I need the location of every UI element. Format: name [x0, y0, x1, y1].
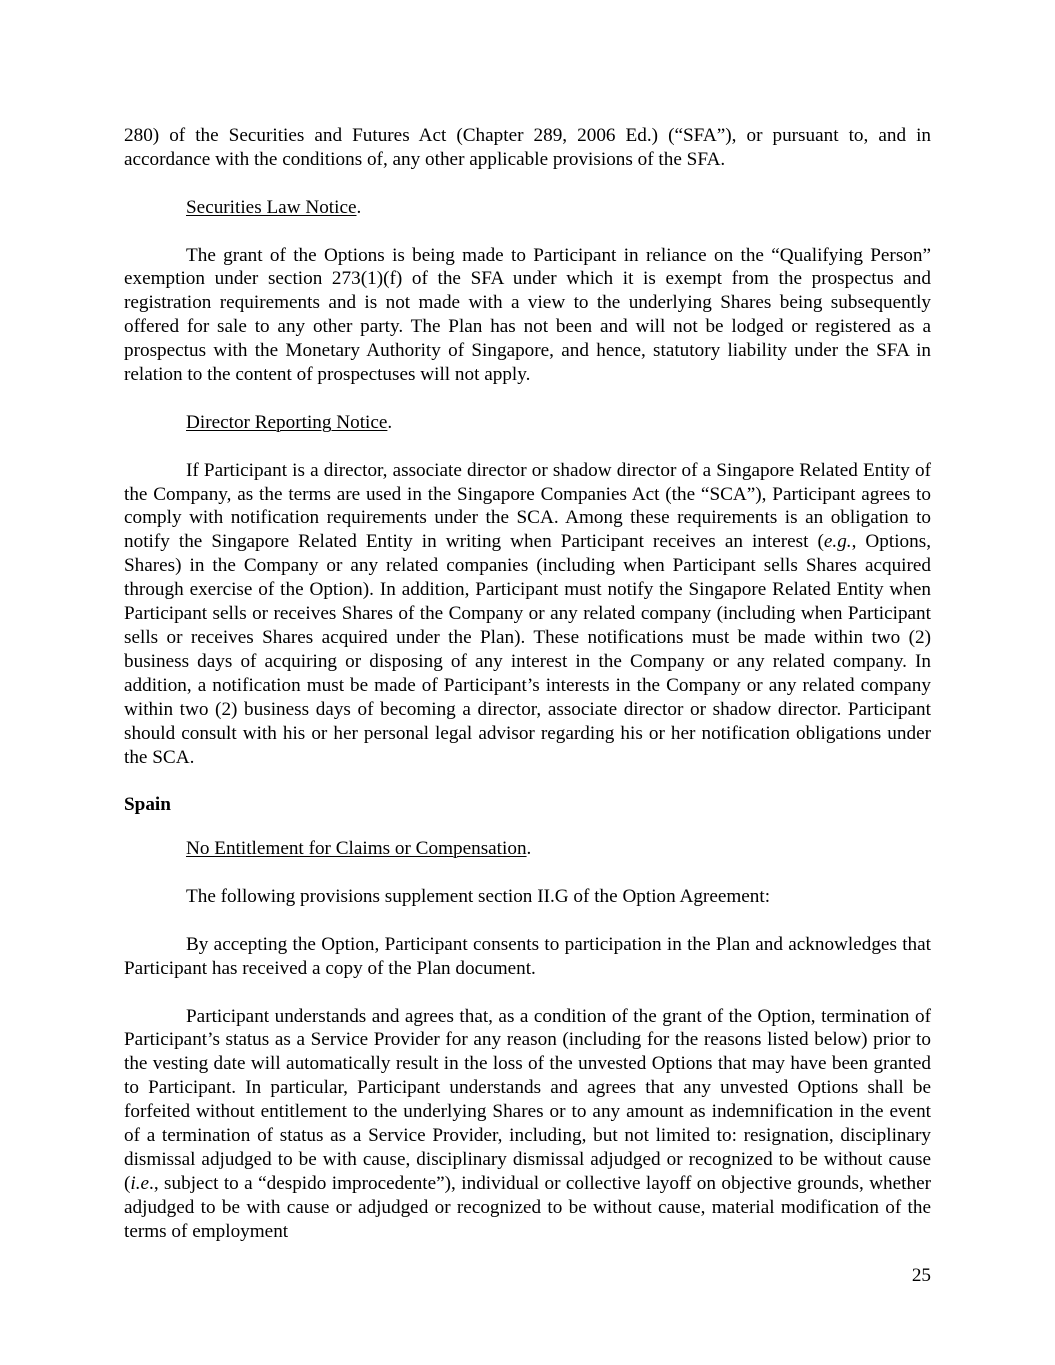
securities-law-paragraph: The grant of the Options is being made to Participant in reliance on the “Qualifying Person” exemption under section 273(1)(f) of the SFA under which it is exempt from the prospectus and registration requirements and is not made with a view to the underlying Shares being subsequently offered for sale to any other party. The Plan has not been and will not be lodged or registered as a prospectus with the Monetary Authority of Singapore, and hence, statutory liability under the SFA in relation to the content of prospectuses will not apply. [124, 244, 931, 386]
termination-text-part2: ., subject to a “despido improcedente”), individual or collective layoff on objective grounds, whether adjudged to be with cause or adjudged or recognized to be without cause, material modification of the terms of employment [124, 1172, 931, 1242]
page-number: 25 [911, 1265, 931, 1286]
termination-paragraph [124, 1005, 931, 1244]
no-entitlement-heading [186, 837, 931, 861]
no-entitlement-title: No Entitlement for Claims or Compensation [186, 838, 527, 860]
director-reporting-notice-heading [186, 411, 931, 435]
heading-period: . [387, 411, 393, 433]
securities-law-notice-heading [186, 196, 931, 220]
director-reporting-paragraph [124, 459, 931, 770]
termination-text-part1: Participant understands and agrees that, as a condition of the grant of the Option, termination of Participant’s status as a Service Provider for any reason (including for the reasons listed below) prior to the vesting date will automatically result in the loss of the unvested Options that may have been granted to Participant. In particular, Participant understands and agrees that any unvested Options shall be forfeited without entitlement to the underlying Shares or to any amount as indemnification in the event of a termination of status as a Service Provider, including, but not limited to: resignation, disciplinary dismissal adjudged to be with cause, disciplinary dismissal adjudged or recognized to be without cause ( [124, 1005, 931, 1194]
director-text-part2: , Options, Shares) in the Company or any related companies (including when Participant sells Shares acquired through exercise of the Option). In addition, Participant must notify the Singapore Related Entity when Participant sells or receives Shares of the Company or any related company (including when Participant sells or receives Shares acquired under the Plan). These notifications must be made within two (2) business days of acquiring or disposing of any interest in the Company or any related company. In addition, a notification must be made of Participant’s interests in the Company or any related company within two (2) business days of becoming a director, associate director or shadow director. Participant should consult with his or her personal legal advisor regarding his or her notification obligations under the SCA. [124, 531, 931, 768]
country-heading-spain: Spain [124, 794, 171, 816]
heading-period: . [356, 196, 362, 218]
director-reporting-notice-title: Director Reporting Notice [186, 411, 388, 433]
termination-text-italic: i.e [130, 1172, 150, 1194]
consent-paragraph: By accepting the Option, Participant consents to participation in the Plan and acknowledges that Participant has received a copy of the Plan document. [124, 933, 931, 979]
director-text-italic: e.g. [823, 531, 852, 553]
director-text-part1: If Participant is a director, associate director or shadow director of a Singapore Related Entity of the Company, as the terms are used in the Singapore Companies Act (the “SCA”), Participant agrees to comply with notification requirements under the SCA. Among these requirements is an obligation to notify the Singapore Related Entity in writing when Participant receives an interest ( [124, 459, 931, 553]
heading-period: . [526, 838, 532, 860]
document-body [124, 124, 931, 1244]
securities-law-notice-title: Securities Law Notice [186, 196, 357, 218]
intro-paragraph: 280) of the Securities and Futures Act (Chapter 289, 2006 Ed.) (“SFA”), or pursuant to, and in accordance with the conditions of, any other applicable provisions of the SFA. [124, 125, 931, 170]
supplement-paragraph: The following provisions supplement section II.G of the Option Agreement: [186, 886, 771, 907]
